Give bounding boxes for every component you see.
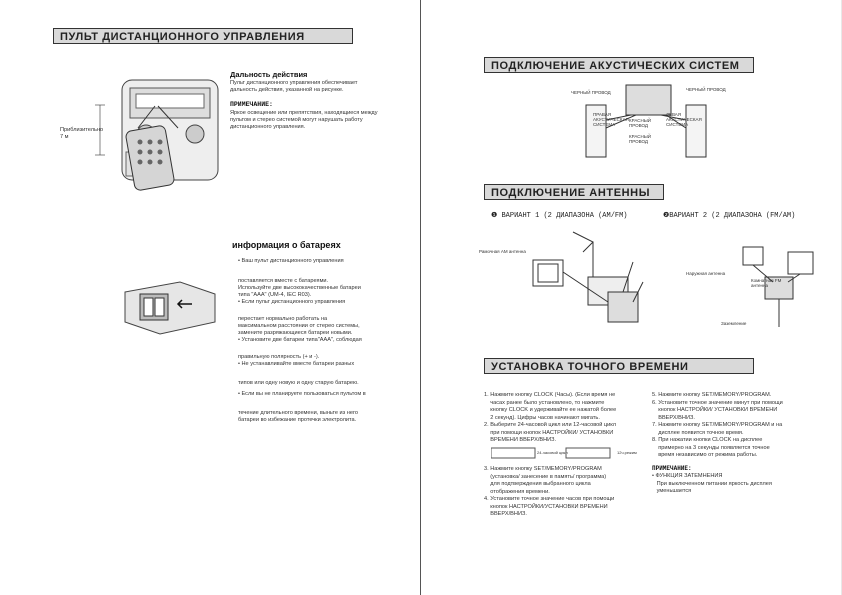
clock-note-line: При выключенном питании яркость дисплея — [652, 480, 772, 487]
battery-text-line: типов или одну новую и одну старую батарею. — [238, 380, 359, 386]
battery-text-line: • Ваш пульт дистанционного управления — [238, 258, 344, 264]
battery-text-line: замените разряжающиеся батареи новыми. — [238, 330, 353, 336]
ground-label: Заземление — [721, 321, 747, 326]
antenna-variant-2: ❷ВАРИАНТ 2 (2 ДИАПАЗОНА (FM/AM) — [663, 212, 796, 220]
clock-step-line: ВВЕРХ/ВНИЗ. — [484, 511, 527, 517]
red-wire-label-2: КРАСНЫЙ ПРОВОД — [629, 134, 651, 144]
clock-step-line: кнопку CLOCK и удерживайте ее нажатой более — [484, 407, 617, 413]
display-24h-label: 24-часовой цикл — [537, 450, 568, 455]
battery-compartment-illustration — [120, 272, 220, 342]
antenna-wiring-diagram — [483, 222, 823, 332]
remote-control-title: ПУЛЬТ ДИСТАНЦИОННОГО УПРАВЛЕНИЯ — [53, 28, 353, 44]
clock-note-line: • ФУНКЦИЯ ЗАТЕМНЕНИЯ — [652, 473, 723, 479]
range-heading: Дальность действия — [230, 70, 308, 79]
battery-text-line: батареи во избежание протечки электролита. — [238, 417, 357, 423]
battery-text-line: • Не устанавливайте вместе батареи разных — [238, 361, 355, 367]
right-page — [421, 0, 841, 595]
clock-setup-title: УСТАНОВКА ТОЧНОГО ВРЕМЕНИ — [484, 358, 754, 374]
battery-text-line: типа "AAA" (UM-4, IEC R03). — [238, 292, 312, 298]
antenna-variant-1: ❶ ВАРИАНТ 1 (2 ДИАПАЗОНА (AM/FM) — [491, 212, 628, 220]
clock-step-line: дисплее появится точное время. — [652, 429, 744, 436]
clock-step-line: ВРЕМЕНИ ВВЕРХ/ВНИЗ. — [484, 437, 557, 443]
battery-text-line: максимальном расстоянии от стерео системы, — [238, 323, 360, 329]
clock-step-line: при помощи кнопок НАСТРОЙКИ/ УСТАНОВКИ — [484, 429, 614, 436]
clock-step-line: 1. Нажмите кнопку CLOCK (Часы). (Если время не — [484, 392, 616, 398]
outdoor-antenna-label: Наружная антенна — [686, 271, 726, 276]
clock-step-line: для подтверждения выбранного цикла — [484, 481, 591, 487]
clock-step-line: отображения времени. — [484, 488, 550, 495]
battery-text-line: • Установите две батареи типа"AAA", соблюдая — [238, 337, 362, 343]
right-speaker-label: ПРАВАЯ АКУСТИЧЕСКАЯ СИСТЕМА — [593, 112, 629, 127]
clock-note-heading: ПРИМЕЧАНИЕ: — [652, 465, 692, 472]
clock-step-line: кнопок НАСТРОЙКИ/ УСТАНОВКИ ВРЕМЕНИ — [652, 407, 778, 413]
fm-indoor-antenna-label: Комнатная FM антенна — [751, 278, 782, 288]
am-frame-antenna-label: Рамочная AM антенна — [479, 249, 526, 254]
clock-step-line: 2. Выберите 24-часовой цикл или 12-часовой цикл — [484, 422, 617, 428]
display-12h-label: 12ч.режим — [617, 450, 637, 455]
clock-step-line: 8. При нажатии кнопки CLOCK на дисплее — [652, 437, 763, 443]
clock-step-line: 4. Установите точное значение часов при помощи — [484, 496, 615, 502]
clock-step-line: 5. Нажмите кнопку SET/MEMORY/PROGRAM. — [652, 392, 772, 398]
clock-step-line: часах ранее было установлено, то нажмите — [484, 399, 605, 406]
clock-step-line: время независимо от режима работы. — [652, 452, 758, 458]
left-speaker-label: ЛЕВАЯ АКУСТИЧЕСКАЯ СИСТЕМА — [666, 112, 702, 127]
battery-text-line: • Если пульт дистанционного управления — [238, 299, 346, 305]
range-text: Пульт дистанционного управления обеспечивает дальность действия, указанной на рисунке. — [230, 80, 358, 94]
distance-label: Приблизительно 7 м — [60, 127, 104, 141]
black-wire-left: ЧЕРНЫЙ ПРОВОД — [571, 90, 611, 95]
clock-step-line: 2 секунд). Цифры часов начинают мигать. — [484, 414, 600, 421]
range-note-text: Яркое освещение или препятствия, находящиеся между пультом и стерео системой могут нарушать работу дистанционного управления. — [230, 110, 378, 131]
clock-step-line: примерно на 3 секунды появляется точное — [652, 444, 770, 451]
battery-text-line: перестает нормально работать на — [238, 316, 328, 322]
clock-step-line: 6. Установите точное значение минут при помощи — [652, 399, 783, 406]
battery-text-line: • Если вы не планируете пользоваться пультом в — [238, 391, 366, 397]
black-wire-right: ЧЕРНЫЙ ПРОВОД — [686, 87, 726, 92]
range-note-heading: ПРИМЕЧАНИЕ: — [230, 101, 273, 108]
speaker-connection-title: ПОДКЛЮЧЕНИЕ АКУСТИЧЕСКИХ СИСТЕМ — [484, 57, 754, 73]
clock-step-line: ВВЕРХ/ВНИЗ. — [652, 414, 695, 421]
clock-step-line: 7. Нажмите кнопку SET/MEMORY/PROGRAM и на — [652, 422, 783, 428]
battery-text-line: Используйте две высококачественные батареи — [238, 285, 361, 291]
clock-step-line: (установка/ занесение в память/ программа) — [484, 473, 607, 480]
red-wire-label: КРАСНЫЙ ПРОВОД — [629, 118, 651, 128]
clock-step-line: кнопок НАСТРОЙКИ/УСТАНОВКИ ВРЕМЕНИ — [484, 503, 608, 510]
battery-text-line: поставляется вместе с батареями. — [238, 278, 329, 284]
clock-note-line: уменьшается — [652, 488, 692, 494]
battery-text-line: правильную полярность (+ и -). — [238, 354, 320, 360]
battery-heading: информация о батареях — [232, 240, 341, 250]
antenna-connection-title: ПОДКЛЮЧЕНИЕ АНТЕННЫ — [484, 184, 664, 200]
clock-step-line: 3. Нажмите кнопку SET/MEMORY/PROGRAM — [484, 466, 602, 472]
battery-text-line: течение длительного времени, выньте из него — [238, 410, 359, 416]
